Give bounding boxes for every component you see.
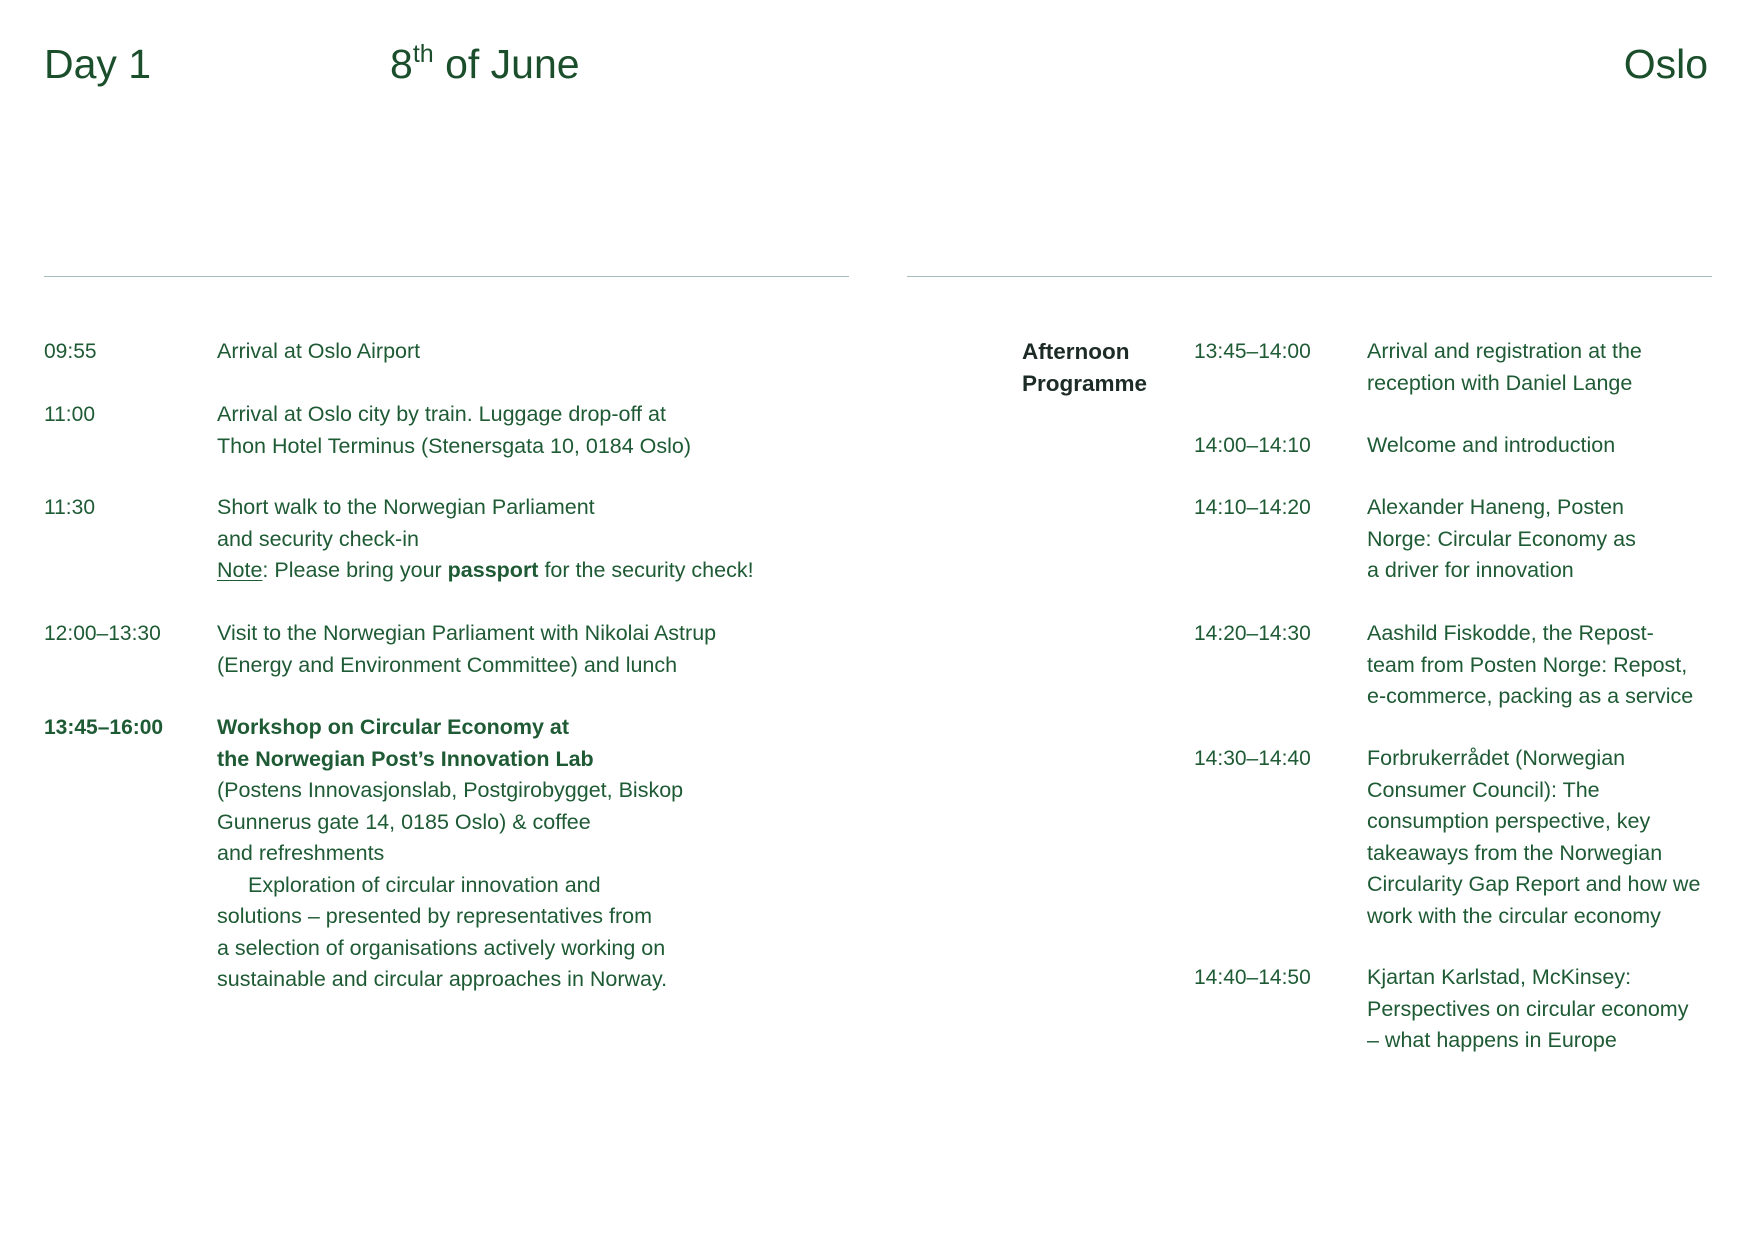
date-label — [390, 36, 580, 92]
programme-time: 14:00–14:10 — [1194, 434, 1311, 457]
workshop-description-line: a selection of organisations actively working on — [217, 935, 666, 960]
programme-line: Welcome and introduction — [1367, 433, 1616, 457]
schedule-event — [217, 492, 754, 587]
programme-line: Alexander Haneng, Posten — [1367, 495, 1624, 519]
divider-right — [907, 276, 1712, 277]
event-line: Arrival at Oslo Airport — [217, 339, 421, 363]
schedule-time-workshop: 13:45–16:00 — [44, 716, 164, 739]
divider-left — [44, 276, 849, 277]
day-label: Day 1 — [44, 41, 152, 87]
programme-item — [1367, 743, 1700, 932]
schedule-event — [217, 336, 420, 368]
event-line: Gunnerus gate 14, 0185 Oslo) & coffee — [217, 809, 591, 834]
schedule-time: 11:00 — [44, 403, 95, 426]
programme-line: Kjartan Karlstad, McKinsey: — [1367, 965, 1632, 989]
programme-item — [1367, 962, 1688, 1057]
event-line: Arrival at Oslo city by train. Luggage drop-off at — [217, 402, 666, 426]
programme-line: work with the circular economy — [1367, 903, 1661, 928]
programme-item — [1367, 430, 1615, 462]
programme-item — [1367, 336, 1642, 399]
programme-time: 14:30–14:40 — [1194, 747, 1311, 770]
programme-time: 14:10–14:20 — [1194, 496, 1311, 519]
programme-line: Consumer Council): The — [1367, 777, 1600, 802]
schedule-event — [217, 618, 716, 681]
schedule-time: 12:00–13:30 — [44, 622, 161, 645]
programme-line: Perspectives on circular economy — [1367, 996, 1689, 1021]
programme-item — [1367, 492, 1636, 587]
programme-line: – what happens in Europe — [1367, 1028, 1617, 1052]
programme-line: team from Posten Norge: Repost, — [1367, 652, 1688, 677]
date-ordinal-suffix: th — [412, 40, 434, 68]
afternoon-programme-label: Afternoon Programme — [1022, 339, 1148, 396]
programme-time: 13:45–14:00 — [1194, 340, 1311, 363]
event-line: Visit to the Norwegian Parliament with Nikolai Astrup — [217, 621, 717, 645]
city-label: Oslo — [1623, 41, 1708, 87]
date-day: 8 — [390, 41, 413, 87]
event-line: and refreshments — [217, 841, 385, 865]
programme-line: consumption perspective, key — [1367, 809, 1651, 833]
programme-item — [1367, 618, 1693, 713]
schedule-time: 09:55 — [44, 340, 97, 363]
programme-line: Circularity Gap Report and how we — [1367, 872, 1701, 896]
programme-time: 14:20–14:30 — [1194, 622, 1311, 645]
programme-line: Arrival and registration at the — [1367, 339, 1642, 363]
programme-line: Aashild Fiskodde, the Repost- — [1367, 621, 1654, 645]
workshop-description-line — [217, 870, 683, 902]
programme-time: 14:40–14:50 — [1194, 966, 1311, 989]
programme-line: takeaways from the Norwegian — [1367, 840, 1663, 865]
workshop-description-line: sustainable and circular approaches in Norway. — [217, 967, 668, 991]
workshop-title-line: the Norwegian Post’s Innovation Lab — [217, 746, 594, 771]
event-line: (Energy and Environment Committee) and lunch — [217, 652, 678, 677]
programme-line: e-commerce, packing as a service — [1367, 684, 1694, 708]
programme-line: Forbrukerrådet (Norwegian — [1367, 746, 1626, 770]
programme-line: a driver for innovation — [1367, 558, 1574, 582]
note-label: Note — [217, 558, 263, 582]
programme-line: Norge: Circular Economy as — [1367, 526, 1636, 551]
event-line: Short walk to the Norwegian Parliament — [217, 495, 595, 519]
schedule-time: 11:30 — [44, 496, 95, 519]
passport-note — [217, 555, 754, 587]
workshop-description-line: solutions – presented by representatives from — [217, 904, 653, 928]
date-month: of June — [433, 41, 580, 87]
note-text-end: for the security check! — [538, 558, 754, 582]
description-text: Exploration of circular innovation and — [248, 872, 601, 897]
event-line: (Postens Innovasjonslab, Postgirobygget, Biskop — [217, 778, 684, 802]
note-text: : Please bring your — [262, 558, 448, 582]
schedule-event — [217, 399, 691, 462]
event-line: and security check-in — [217, 526, 419, 551]
note-bold: passport — [447, 558, 539, 582]
programme-line: reception with Daniel Lange — [1367, 370, 1633, 395]
schedule-event-workshop — [217, 712, 683, 996]
workshop-title-line: Workshop on Circular Economy at — [217, 715, 570, 739]
event-line: Thon Hotel Terminus (Stenersgata 10, 0184 Oslo) — [217, 433, 692, 458]
